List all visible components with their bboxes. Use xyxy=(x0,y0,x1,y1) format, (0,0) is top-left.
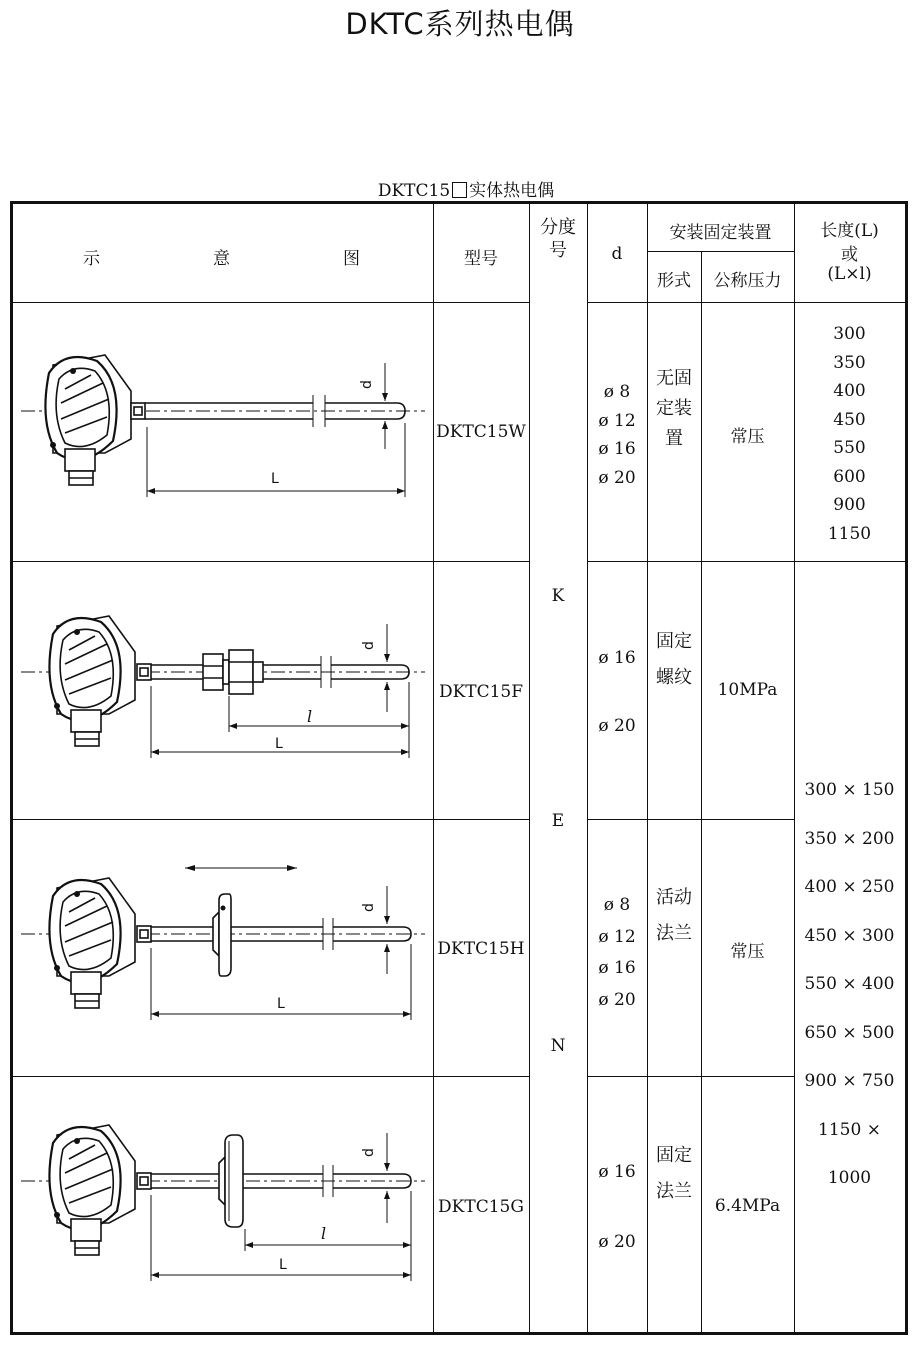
header-diagram-2: 意 xyxy=(213,249,230,269)
d-value: ø 16 xyxy=(598,648,636,668)
d-value: ø 8 xyxy=(603,895,631,915)
lengths-single xyxy=(794,320,905,548)
form-w: 无固定装置 xyxy=(656,368,692,449)
d-value: ø 16 xyxy=(598,439,636,459)
header-length-3: (L×l) xyxy=(827,264,872,284)
caption-suffix: 实体热电偶 xyxy=(469,181,555,201)
d-list-h xyxy=(587,890,647,1016)
form-f: 固定螺纹 xyxy=(656,631,692,688)
model-h: DKTC15H xyxy=(437,939,525,959)
length-pair-value: 450 × 300 xyxy=(804,925,895,946)
length-pair-value: 900 × 750 xyxy=(804,1071,895,1091)
spec-table xyxy=(10,201,908,1335)
length-value: 400 xyxy=(833,381,866,401)
d-value: ø 20 xyxy=(598,1232,636,1252)
length-pair-value: 650 × 500 xyxy=(804,1022,895,1043)
header-form: 形式 xyxy=(657,271,691,291)
length-pair-value: 1150 × 1000 xyxy=(818,1119,881,1188)
header-d: d xyxy=(611,244,623,264)
header-diagram-1: 示 xyxy=(83,249,100,269)
dim-d: d xyxy=(359,380,375,389)
header-mount: 安装固定装置 xyxy=(669,223,772,243)
length-value: 1150 xyxy=(827,523,872,544)
diagram-no-fixing xyxy=(13,303,433,560)
dim-d: d xyxy=(361,641,377,650)
d-value: ø 20 xyxy=(598,716,636,736)
model-g: DKTC15G xyxy=(438,1197,524,1217)
length-pair-value: 350 × 200 xyxy=(804,828,895,849)
d-value: ø 20 xyxy=(598,467,636,488)
grade-e: E xyxy=(551,811,565,831)
grade-n: N xyxy=(550,1036,566,1056)
dim-L: L xyxy=(275,736,283,752)
d-value: ø 16 xyxy=(598,958,636,978)
header-model: 型号 xyxy=(464,249,498,269)
length-value: 550 xyxy=(833,438,866,458)
length-value: 900 xyxy=(833,495,866,515)
pressure-g: 6.4MPa xyxy=(714,1196,781,1216)
dim-l: l xyxy=(307,707,313,726)
page-title: DKTC系列热电偶 xyxy=(345,7,575,41)
d-value: ø 12 xyxy=(598,410,636,431)
dim-d: d xyxy=(361,1148,377,1157)
length-value: 450 xyxy=(833,409,866,430)
header-length-1: 长度(L) xyxy=(820,221,879,241)
pressure-f: 10MPa xyxy=(717,680,778,700)
d-value: ø 12 xyxy=(598,926,636,947)
header-diagram-3: 图 xyxy=(343,249,360,269)
caption-prefix: DKTC15 xyxy=(377,181,451,201)
length-value: 600 xyxy=(833,466,866,487)
diagram-fixed-thread xyxy=(13,562,433,818)
form-h: 活动法兰 xyxy=(656,887,692,944)
length-pair-value: 400 × 250 xyxy=(804,877,895,897)
header-length-2: 或 xyxy=(841,245,858,265)
header-grade: 分度号 xyxy=(540,217,576,261)
dim-L: L xyxy=(277,996,285,1012)
d-value: ø 8 xyxy=(603,382,631,402)
model-f: DKTC15F xyxy=(438,682,524,702)
lengths-pair xyxy=(794,766,905,1203)
dim-l: l xyxy=(321,1224,327,1243)
model-w: DKTC15W xyxy=(436,422,526,442)
pressure-w: 常压 xyxy=(730,427,765,447)
diagram-fixed-flange xyxy=(13,1077,433,1331)
dim-L: L xyxy=(279,1257,287,1273)
d-value: ø 20 xyxy=(598,989,636,1010)
dim-L: L xyxy=(271,471,279,487)
length-value: 300 xyxy=(833,324,866,344)
header-pressure: 公称压力 xyxy=(713,271,782,291)
length-value: 350 xyxy=(833,352,866,373)
dim-d: d xyxy=(361,903,377,912)
length-pair-value: 300 × 150 xyxy=(804,780,895,800)
diagram-movable-flange xyxy=(13,820,433,1075)
table-caption xyxy=(0,176,920,201)
length-pair-value: 550 × 400 xyxy=(804,974,895,994)
d-value: ø 16 xyxy=(598,1162,636,1182)
placeholder-box-icon xyxy=(452,182,467,198)
d-list-w xyxy=(587,378,647,492)
form-g: 固定法兰 xyxy=(656,1145,692,1202)
grade-k: K xyxy=(551,586,565,606)
pressure-h: 常压 xyxy=(730,942,765,962)
